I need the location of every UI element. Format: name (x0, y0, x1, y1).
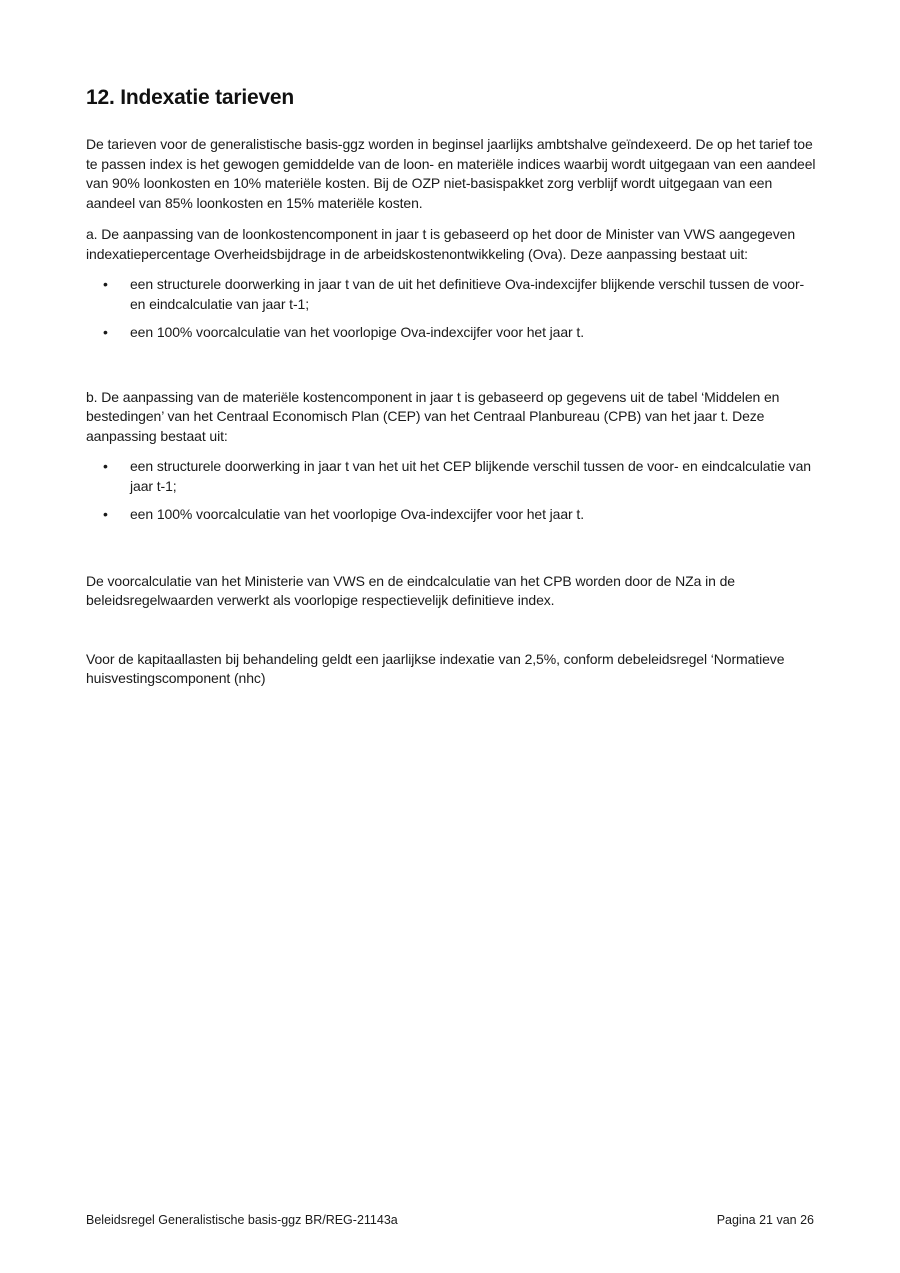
list-item: • een 100% voorcalculatie van het voorlopige Ova-indexcijfer voor het jaar t. (86, 323, 819, 343)
section-b-bullet-list (86, 457, 819, 525)
page-title: 12. Indexatie tarieven (86, 86, 295, 109)
section-a-paragraph: a. De aanpassing van de loonkostencomponent in jaar t is gebaseerd op het door de Minister van VWS aangegeven indexatiepercentage Overheidsbijdrage in de arbeidskostenontwikkeling (Ova). Deze aanpassing bestaat uit: (86, 226, 796, 262)
section-a-bullet-list (86, 275, 819, 343)
list-item: • een structurele doorwerking in jaar t van de uit het definitieve Ova-indexcijfer blijkende verschil tussen de voor- en eindcalculatie van jaar t-1; (86, 275, 819, 314)
intro-paragraph: De tarieven voor de generalistische basis-ggz worden in beginsel jaarlijks ambtshalve geïndexeerd. De op het tarief toe te passen index is het gewogen gemiddelde van de loon- en materiële indices waarbij wordt uitgegaan van een aandeel van 90% loonkosten en 10% materiële kosten. Bij de OZP niet-basispakket zorg verblijf wordt uitgegaan van een aandeel van 85% loonkosten en 15% materiële kosten. (86, 136, 816, 211)
list-item: • een structurele doorwerking in jaar t van het uit het CEP blijkende verschil tussen de voor- en eindcalculatie van jaar t-1; (86, 457, 819, 496)
footer-document-reference: Beleidsregel Generalistische basis-ggz BR/REG-21143a (86, 1213, 398, 1227)
kapitaallasten-paragraph: Voor de kapitaallasten bij behandeling geldt een jaarlijkse indexatie van 2,5%, conform debeleidsregel ‘Normatieve huisvestingscomponent (nhc) (86, 650, 785, 686)
section-b-paragraph: b. De aanpassing van de materiële kostencomponent in jaar t is gebaseerd op gegevens uit de tabel ‘Middelen en bestedingen’ van het Centraal Economisch Plan (CEP) van het Centraal Planbureau (CPB) van het jaar t. Deze aanpassing bestaat uit: (86, 388, 780, 444)
voorcalculatie-paragraph: De voorcalculatie van het Ministerie van VWS en de eindcalculatie van het CPB worden door de NZa in de beleidsregelwaarden verwerkt als voorlopige respectievelijk definitieve index. (86, 572, 735, 608)
page-footer (86, 1212, 814, 1228)
page-content (86, 85, 819, 689)
list-item: • een 100% voorcalculatie van het voorlopige Ova-indexcijfer voor het jaar t. (86, 505, 819, 525)
footer-page-number: Pagina 21 van 26 (716, 1213, 814, 1227)
